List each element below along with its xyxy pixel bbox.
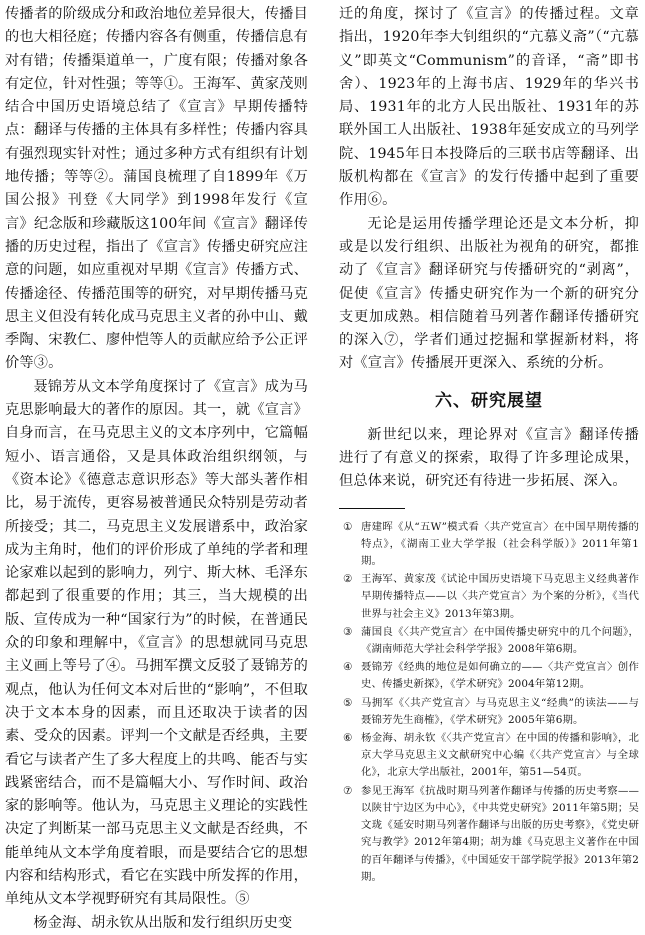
body-paragraph: 无论是运用传播学理论还是文本分析，抑或是以发行组织、出版社为视角的研究，都推动了《宣言》翻译研究与传播研究的“剥离”，促使《宣言》传播史研究作为一个新的研究分支更加成熟。相信随着马列著作翻译传播研究的深入⑦，学者们通过挖掘和掌握新材料，将对《宣言》传播展开更深入、系统的分析。 — [339, 215, 639, 372]
section-heading: 六、研究展望 — [435, 390, 543, 411]
footnote-item — [339, 730, 639, 782]
footnote-number: ③ — [343, 625, 353, 638]
body-paragraph: 新世纪以来，理论界对《宣言》翻译传播进行了有意义的探索，取得了许多理论成果，但总体来说，研究还有待进一步拓展、深入。 — [339, 426, 639, 490]
footnote-text: 聂锦芳《经典的地位是如何确立的——〈共产党宣言〉创作史、传播史新探》，《学术研究》2004年第12期。 — [361, 661, 639, 691]
footnote-number: ⑤ — [343, 696, 353, 709]
footnote-item — [339, 695, 639, 729]
footnote-number: ④ — [343, 661, 353, 674]
footnote-number: ⑦ — [343, 784, 353, 797]
footnote-item — [339, 571, 639, 623]
body-paragraph: 传播者的阶级成分和政治地位差异很大，传播目的也大相径庭；传播内容各有侧重，传播信息有对有错；传播渠道单一，广度有限；传播对象各有定位，针对性强；等等①。王海军、黄家茂则结合中国历史语境总结了《宣言》早期传播特点：翻译与传播的主体具有多样性；传播内容具有强烈现实针对性；通过多种方式有组织有计划地传播；等等②。蒲国良梳理了自1899年《万国公报》刊登《大同学》到1998年发行《宣言》纪念版和珍藏版这100年间《宣言》翻译传播的历史过程，指出了《宣言》传播史研究应注意的问题，如应重视对早期《宣言》传播方式、传播途径、传播范围等的研究，对早期传播马克思主义但没有转化成马克思主义者的孙中山、戴季陶、宋教仁、廖仲恺等人的贡献应给予公正评价等③。 — [5, 6, 308, 372]
footnote-number: ② — [343, 573, 353, 586]
footnote-item — [339, 519, 639, 571]
body-paragraph: 杨金海、胡永钦从出版和发行组织历史变 — [33, 914, 293, 931]
footnote-number: ⑥ — [343, 732, 353, 745]
right-column — [339, 3, 639, 887]
footnote-item — [339, 624, 639, 658]
left-column — [5, 3, 308, 935]
footnote-text: 王海军、黄家茂《试论中国历史语境下马克思主义经典著作早期传播特点——以〈共产党宣言〉为个案的分析》，《当代世界与社会主义》2013年第3期。 — [361, 573, 639, 620]
body-paragraph: 迁的角度，探讨了《宣言》的传播过程。文章指出，1920年李大钊组织的“亢慕义斋”（“亢慕义”即英文“Communism”的音译，“斋”即书舍）、1923年的上海书店、1929年的华兴书局、1931年的北方人民出版社、1931年的苏联外国工人出版社、1938年延安成立的马列学院、1945年日本投降后的三联书店等翻译、出版机构都在《宣言》的发行传播中起到了重要作用⑥。 — [339, 6, 639, 209]
body-paragraph: 聂锦芳从文本学角度探讨了《宣言》成为马克思影响最大的著作的原因。其一，就《宣言》自身而言，在马克思主义的文本序列中，它篇幅短小、语言通俗，又是具体政治组织纲领，与《资本论》《德意志意识形态》等大部头著作相比，易于流传，更容易被普通民众特别是劳动者所接受；其二，马克思主义发展谱系中，政治家成为主角时，他们的评价形成了单纯的学者和理论家难以起到的影响力，列宁、斯大林、毛泽东都起到了很重要的作用；其三，当大规模的出版、宣传成为一种“国家行为”的时候，在普通民众的印象和理解中，《宣言》的思想就同马克思主义画上等号了④。马拥军撰文反驳了聂锦芳的观点，他认为任何文本对后世的“影响”，不但取决于文本本身的因素，而且还取决于读者的因素、受众的因素。评判一个文献是否经典，主要看它与读者产生了多大程度上的共鸣、能否与实践紧密结合，而不是篇幅大小、写作时间、政治家的影响等。他认为，马克思主义理论的实践性决定了判断某一部马克思主义文献是否经典，不能单纯从文本学角度着眼，而是要结合它的思想内容和结构形式，看它在实践中所发挥的作用，单纯从文本学视野研究有其局限性。⑤ — [5, 378, 308, 908]
footnote-item — [339, 783, 639, 886]
footnote-number: ① — [343, 520, 353, 533]
footnote-text: 蒲国良《〈共产党宣言〉在中国传播史研究中的几个问题》，《湖南师范大学社会科学学报》2008年第6期。 — [361, 625, 639, 656]
footnote-item — [339, 659, 639, 693]
footnote-text: 杨金海、胡永钦《〈共产党宣言〉在中国的传播和影响》，北京大学马克思主义文献研究中心编《〈共产党宣言〉与全球化》，北京大学出版社，2001年，第51—54页。 — [361, 732, 639, 779]
footnote-text: 唐建晖《从“五W”模式看〈共产党宣言〉在中国早期传播的特点》，《湖南工业大学学报（社会科学版）》2011年第1期。 — [361, 520, 639, 568]
footnote-text: 马拥军《〈共产党宣言〉与马克思主义“经典”的读法——与聂锦芳先生商榷》，《学术研究》2005年第6期。 — [361, 696, 639, 726]
footnote-divider — [339, 508, 405, 509]
footnote-text: 参见王海军《抗战时期马列著作翻译与传播的历史考察——以陕甘宁边区为中心》，《中共党史研究》2011年第5期；吴文珑《延安时期马列著作翻译与出版的历史考察》，《党史研究与教学》2012年第4期；胡为雄《马克思主义著作在中国的百年翻译与传播》，《中国延安干部学院学报》2013年第2期。 — [361, 784, 639, 883]
footnotes — [339, 519, 639, 886]
